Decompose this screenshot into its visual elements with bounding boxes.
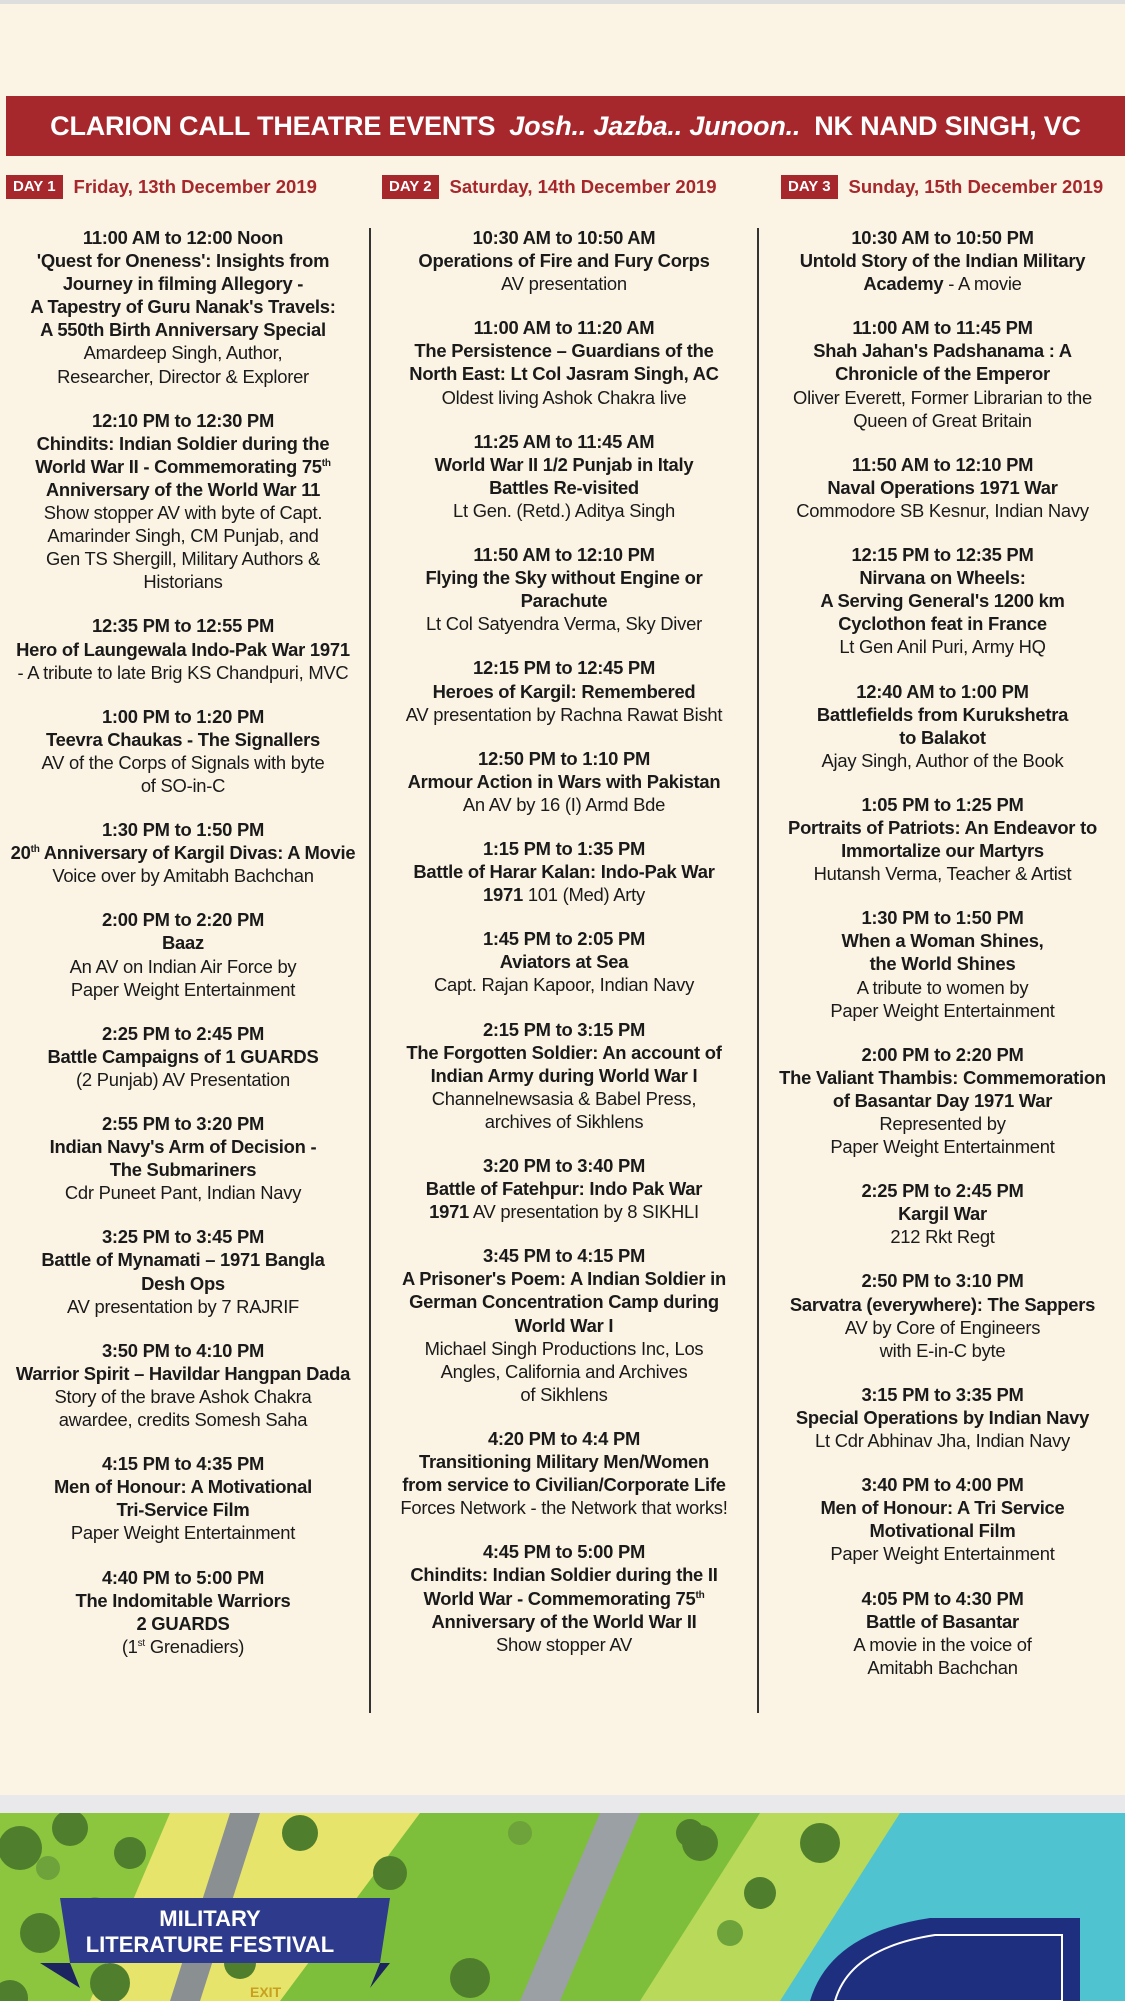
event-time: 2:25 PM to 2:45 PM	[101, 1022, 265, 1044]
event-detail-line: Capt. Rajan Kapoor, Indian Navy	[433, 974, 695, 996]
event-detail-line: Cdr Puneet Pant, Indian Navy	[64, 1182, 302, 1204]
event-detail-line: Show stopper AV with byte of Capt.	[43, 502, 323, 524]
event-title-line	[374, 883, 754, 906]
event-detail-line: Hutansh Verma, Teacher & Artist	[813, 863, 1072, 885]
event-time: 3:40 PM to 4:00 PM	[861, 1474, 1024, 1496]
event-detail-line: Paper Weight Entertainment	[830, 999, 1055, 1021]
schedule-event	[374, 430, 754, 522]
event-title-line: A Tapestry of Guru Nanak's Travels:	[30, 296, 336, 318]
schedule-event	[0, 1112, 366, 1204]
event-title-line	[374, 1200, 754, 1223]
event-time: 12:50 PM to 1:10 PM	[477, 747, 651, 769]
event-time: 3:45 PM to 4:15 PM	[482, 1245, 646, 1267]
day1-date: Friday, 13th December 2019	[73, 176, 317, 197]
day2-date: Saturday, 14th December 2019	[449, 176, 717, 197]
event-title-line: Shah Jahan's Padshanama : A	[813, 340, 1072, 362]
event-title-line: Battle Campaigns of 1 GUARDS	[47, 1045, 319, 1067]
event-detail-line: Paper Weight Entertainment	[830, 1136, 1055, 1158]
event-detail-line: of SO-in-C	[140, 774, 226, 796]
event-title-line: from service to Civilian/Corporate Life	[402, 1474, 726, 1496]
event-time: 4:15 PM to 4:35 PM	[101, 1453, 265, 1475]
event-time: 3:25 PM to 3:45 PM	[101, 1226, 265, 1248]
event-title-line: Men of Honour: A Tri Service	[820, 1497, 1065, 1519]
event-detail-line: of Sikhlens	[520, 1383, 608, 1405]
column-divider	[757, 228, 759, 1713]
event-title-line: Battlefields from Kurukshetra	[816, 703, 1069, 725]
schedule-event	[374, 226, 754, 295]
event-title-line: Heroes of Kargil: Remembered	[432, 680, 696, 702]
event-detail-line: An AV on Indian Air Force by	[69, 955, 297, 977]
event-time: 3:20 PM to 3:40 PM	[482, 1155, 646, 1176]
day3-date: Sunday, 15th December 2019	[848, 176, 1104, 197]
event-title-line: Battle of Harar Kalan: Indo-Pak War	[413, 861, 715, 883]
schedule-event	[374, 316, 754, 408]
day2-header	[382, 174, 717, 200]
event-time: 2:00 PM to 2:20 PM	[101, 909, 265, 931]
event-title-line: Parachute	[520, 590, 608, 612]
event-detail-line: Historians	[143, 571, 223, 593]
event-time: 12:15 PM to 12:45 PM	[472, 657, 656, 679]
event-detail-line: Commodore SB Kesnur, Indian Navy	[796, 499, 1089, 521]
schedule-event	[374, 1018, 754, 1133]
schedule-event	[760, 1269, 1125, 1361]
event-title-line: World War - Commemorating 75th	[423, 1587, 705, 1609]
event-time: 11:50 AM to 12:10 PM	[851, 453, 1034, 475]
event-title-line: Anniversary of the World War 11	[45, 478, 321, 500]
schedule-event	[374, 927, 754, 996]
schedule-banner	[6, 96, 1125, 156]
schedule-event	[760, 453, 1125, 522]
schedule-event	[374, 656, 754, 725]
day2-badge: DAY 2	[382, 175, 439, 199]
event-time: 2:25 PM to 2:45 PM	[861, 1180, 1024, 1202]
schedule-event	[0, 1566, 366, 1658]
event-detail-line: AV presentation by Rachna Rawat Bisht	[405, 703, 723, 725]
event-title-note: 101 (Med) Arty	[522, 884, 645, 906]
event-title-line	[760, 272, 1125, 295]
event-title-line: World War I	[514, 1314, 614, 1336]
schedule-event	[760, 543, 1125, 658]
event-title-line: A 550th Birth Anniversary Special	[40, 319, 326, 341]
event-detail-line: AV of the Corps of Signals with byte	[41, 751, 325, 773]
event-time: 2:00 PM to 2:20 PM	[861, 1043, 1024, 1065]
festival-map-illustration	[0, 1813, 1125, 2001]
event-time: 4:20 PM to 4:4 PM	[487, 1427, 641, 1449]
event-title-line: World War II - Commemorating 75th	[35, 455, 331, 477]
event-time: 11:50 AM to 12:10 PM	[473, 544, 655, 566]
event-detail-line: Forces Network - the Network that works!	[400, 1497, 728, 1519]
event-time: 12:10 PM to 12:30 PM	[91, 409, 275, 431]
schedule-event	[760, 1587, 1125, 1679]
event-title-line: Tri-Service Film	[116, 1499, 250, 1521]
event-detail-line: - A tribute to late Brig KS Chandpuri, MVC	[17, 661, 349, 683]
event-time: 11:25 AM to 11:45 AM	[473, 430, 655, 452]
event-title-line: Special Operations by Indian Navy	[795, 1406, 1090, 1428]
event-title-line: Immortalize our Martyrs	[841, 840, 1044, 862]
day3-events	[760, 226, 1125, 1700]
event-detail-line: An AV by 16 (I) Armd Bde	[462, 793, 666, 815]
event-detail-line: Lt Col Satyendra Verma, Sky Diver	[426, 613, 702, 635]
schedule-event	[374, 1427, 754, 1519]
event-detail-line: Represented by	[879, 1113, 1006, 1134]
event-title-line: German Concentration Camp during	[409, 1291, 719, 1313]
schedule-event	[374, 1154, 754, 1223]
event-time: 4:40 PM to 5:00 PM	[101, 1566, 265, 1588]
festival-artwork	[0, 1813, 1125, 2001]
event-time: 2:50 PM to 3:10 PM	[861, 1270, 1024, 1292]
schedule-event	[0, 1452, 366, 1544]
event-detail-line: Lt Gen Anil Puri, Army HQ	[839, 636, 1046, 658]
schedule-event	[0, 409, 366, 594]
event-title-line: 'Quest for Oneness': Insights from	[36, 250, 330, 272]
schedule-event	[0, 908, 366, 1000]
event-detail-line: Oldest living Ashok Chakra live	[441, 386, 687, 408]
event-title-line: Nirvana on Wheels:	[859, 567, 1026, 589]
event-detail-line: Paper Weight Entertainment	[830, 1543, 1055, 1565]
schedule-event	[0, 705, 366, 797]
event-detail-line: Voice over by Amitabh Bachchan	[52, 865, 314, 887]
event-detail-line: (2 Punjab) AV Presentation	[76, 1068, 290, 1090]
day1-badge: DAY 1	[6, 175, 63, 199]
event-time: 4:05 PM to 4:30 PM	[861, 1587, 1024, 1609]
event-title-note: - A movie	[943, 273, 1022, 295]
event-title-line: The Persistence – Guardians of the	[414, 340, 714, 362]
event-title-line: Hero of Laungewala Indo-Pak War 1971	[16, 638, 350, 660]
day3-badge: DAY 3	[781, 175, 838, 199]
schedule-event	[760, 1179, 1125, 1248]
event-time: 12:35 PM to 12:55 PM	[91, 615, 275, 637]
banner-title: CLARION CALL THEATRE EVENTS	[50, 110, 496, 141]
event-detail-line: Oliver Everett, Former Librarian to the	[793, 386, 1092, 408]
event-detail-line: AV by Core of Engineers	[844, 1316, 1041, 1338]
event-detail-line: Paper Weight Entertainment	[70, 978, 296, 1000]
schedule-event	[0, 1339, 366, 1431]
event-title-line: Indian Navy's Arm of Decision -	[49, 1136, 317, 1158]
event-title-line: The Valiant Thambis: Commemoration	[779, 1066, 1106, 1088]
event-title-line: Sarvatra (everywhere): The Sappers	[789, 1293, 1096, 1315]
schedule-event	[374, 837, 754, 906]
schedule-event	[0, 226, 366, 388]
day2-events	[374, 226, 754, 1677]
schedule-event	[760, 906, 1125, 1021]
event-detail-line: AV presentation	[501, 273, 627, 295]
event-title-tail: 1971	[429, 1201, 470, 1223]
event-detail-line: Lt Cdr Abhinav Jha, Indian Navy	[815, 1430, 1070, 1452]
event-detail-line: Michael Singh Productions Inc, Los	[424, 1337, 704, 1359]
schedule-event	[760, 680, 1125, 772]
event-detail-line: A movie in the voice of	[853, 1633, 1032, 1655]
schedule-event	[760, 226, 1125, 295]
event-title-line: of Basantar Day 1971 War	[832, 1089, 1053, 1111]
banner-venue: NK NAND SINGH, VC	[814, 110, 1081, 141]
event-time: 2:55 PM to 3:20 PM	[101, 1113, 265, 1134]
event-title-line: Battle of Basantar	[866, 1610, 1019, 1632]
event-time: 2:15 PM to 3:15 PM	[482, 1018, 646, 1040]
schedule-event	[760, 1383, 1125, 1452]
event-title-note: AV presentation by 8 SIKHLI	[469, 1201, 699, 1223]
event-time: 3:15 PM to 3:35 PM	[861, 1383, 1024, 1405]
event-title-line: Transitioning Military Men/Women	[418, 1451, 710, 1473]
event-detail-line: Researcher, Director & Explorer	[57, 365, 309, 387]
schedule-event	[374, 543, 754, 635]
event-title-tail: 1971	[483, 884, 523, 906]
event-detail-line: Gen TS Shergill, Military Authors &	[45, 548, 321, 570]
event-title-line: Battle of Mynamati – 1971 Bangla	[41, 1249, 325, 1271]
event-detail-line: Channelnewsasia & Babel Press,	[431, 1087, 697, 1109]
event-title-line: the World Shines	[869, 953, 1016, 975]
event-time: 12:15 PM to 12:35 PM	[851, 544, 1034, 566]
schedule-event	[760, 1043, 1125, 1158]
logo-line2: LITERATURE FESTIVAL	[85, 1932, 335, 1957]
event-detail-line: archives of Sikhlens	[484, 1110, 644, 1132]
event-detail-line: (1st Grenadiers)	[121, 1635, 245, 1657]
day1-header	[6, 174, 317, 200]
event-title-line: to Balakot	[899, 726, 986, 748]
event-detail-line: with E-in-C byte	[879, 1339, 1006, 1361]
event-time: 11:00 AM to 12:00 Noon	[82, 227, 284, 248]
top-divider	[0, 0, 1125, 4]
event-time: 11:00 AM to 11:45 PM	[852, 317, 1033, 339]
event-time: 1:30 PM to 1:50 PM	[101, 819, 265, 841]
event-title-line: Untold Story of the Indian Military	[799, 250, 1086, 272]
event-title-line: Motivational Film	[869, 1520, 1016, 1542]
event-time: 12:40 AM to 1:00 PM	[856, 680, 1029, 702]
event-title-line: Aviators at Sea	[499, 951, 629, 973]
event-detail-line: Queen of Great Britain	[853, 409, 1032, 431]
event-time: 10:30 AM to 10:50 PM	[851, 227, 1034, 248]
event-title-line: A Serving General's 1200 km	[820, 590, 1065, 612]
event-time: 11:00 AM to 11:20 AM	[473, 317, 655, 339]
event-title-line: 2 GUARDS	[136, 1612, 230, 1634]
event-title-line: Battles Re-visited	[489, 476, 639, 498]
event-title-line: Flying the Sky without Engine or	[425, 567, 703, 589]
event-title-line: When a Woman Shines,	[841, 930, 1044, 952]
event-title-line: North East: Lt Col Jasram Singh, AC	[409, 363, 719, 385]
event-time: 1:05 PM to 1:25 PM	[861, 793, 1024, 815]
event-detail-line: Show stopper AV	[496, 1633, 632, 1655]
column-divider	[369, 228, 371, 1713]
schedule-event	[760, 1473, 1125, 1565]
event-detail-line: Angles, California and Archives	[440, 1360, 688, 1382]
event-title-line: Chindits: Indian Soldier during the	[36, 432, 330, 454]
day1-events	[0, 226, 366, 1679]
event-title-line: Warrior Spirit – Havildar Hangpan Dada	[15, 1362, 351, 1384]
event-title-line: Cyclothon feat in France	[838, 613, 1047, 635]
event-title-line: Journey in filming Allegory -	[62, 273, 304, 295]
event-title-line: A Prisoner's Poem: A Indian Soldier in	[402, 1268, 726, 1290]
event-title-line: Armour Action in Wars with Pakistan	[407, 770, 721, 792]
schedule-event	[374, 1540, 754, 1655]
event-title-line: Indian Army during World War I	[430, 1064, 698, 1086]
event-title-line: Chindits: Indian Soldier during the II	[410, 1564, 718, 1586]
schedule-event	[0, 1225, 366, 1317]
bottom-divider	[0, 1795, 1125, 1813]
event-detail-line: Amitabh Bachchan	[867, 1656, 1018, 1678]
event-title-line: Desh Ops	[141, 1272, 225, 1294]
event-detail-line: Story of the brave Ashok Chakra	[54, 1385, 312, 1407]
event-detail-line: Paper Weight Entertainment	[70, 1522, 296, 1544]
event-detail-line: Amardeep Singh, Author,	[83, 342, 283, 364]
event-time: 1:45 PM to 2:05 PM	[482, 928, 646, 950]
schedule-event	[0, 614, 366, 683]
event-time: 1:15 PM to 1:35 PM	[482, 837, 646, 859]
logo-line1: MILITARY	[159, 1906, 261, 1931]
schedule-event	[374, 747, 754, 816]
schedule-event	[760, 316, 1125, 431]
event-time: 3:50 PM to 4:10 PM	[101, 1339, 265, 1361]
event-title-line: Chronicle of the Emperor	[835, 363, 1050, 385]
schedule-event	[0, 1022, 366, 1091]
event-title-line: World War II 1/2 Punjab in Italy	[434, 453, 694, 475]
event-detail-line: Amarinder Singh, CM Punjab, and	[47, 525, 319, 547]
event-title-line: Anniversary of the World War II	[431, 1610, 697, 1632]
event-title-line: Teevra Chaukas - The Signallers	[45, 728, 320, 750]
event-time: 4:45 PM to 5:00 PM	[482, 1541, 646, 1563]
event-title-line: The Indomitable Warriors	[75, 1589, 291, 1611]
schedule-event	[0, 818, 366, 887]
banner-tagline: Josh.. Jazba.. Junoon..	[509, 110, 801, 141]
schedule-event	[374, 1244, 754, 1406]
event-title-line: The Forgotten Soldier: An account of	[406, 1041, 722, 1063]
event-time: 1:30 PM to 1:50 PM	[861, 907, 1024, 929]
event-title-line: Kargil War	[898, 1203, 987, 1225]
event-title-line: Battle of Fatehpur: Indo Pak War	[425, 1178, 703, 1200]
event-title-line: The Submariners	[109, 1159, 257, 1181]
day3-header	[781, 174, 1103, 200]
schedule-event	[760, 793, 1125, 885]
event-detail-line: Lt Gen. (Retd.) Aditya Singh	[453, 499, 675, 521]
event-detail-line: A tribute to women by	[856, 976, 1029, 998]
event-time: 10:30 AM to 10:50 AM	[472, 227, 656, 248]
event-title-line: Baaz	[162, 932, 204, 954]
event-detail-line: Ajay Singh, Author of the Book	[821, 749, 1064, 771]
event-detail-line: 212 Rkt Regt	[890, 1226, 995, 1248]
event-title-line: Operations of Fire and Fury Corps	[418, 250, 710, 272]
event-title-line: Portraits of Patriots: An Endeavor to	[788, 816, 1097, 838]
event-detail-line: awardee, credits Somesh Saha	[58, 1409, 308, 1431]
event-time: 1:00 PM to 1:20 PM	[101, 705, 265, 727]
event-title-tail: Academy	[863, 273, 944, 295]
event-title-line: Naval Operations 1971 War	[827, 476, 1058, 498]
event-title-line: Men of Honour: A Motivational	[53, 1476, 313, 1498]
exit-sign: EXIT	[250, 1984, 282, 2000]
event-title-line: 20th Anniversary of Kargil Divas: A Movie	[10, 842, 356, 864]
event-detail-line: AV presentation by 7 RAJRIF	[66, 1295, 300, 1317]
